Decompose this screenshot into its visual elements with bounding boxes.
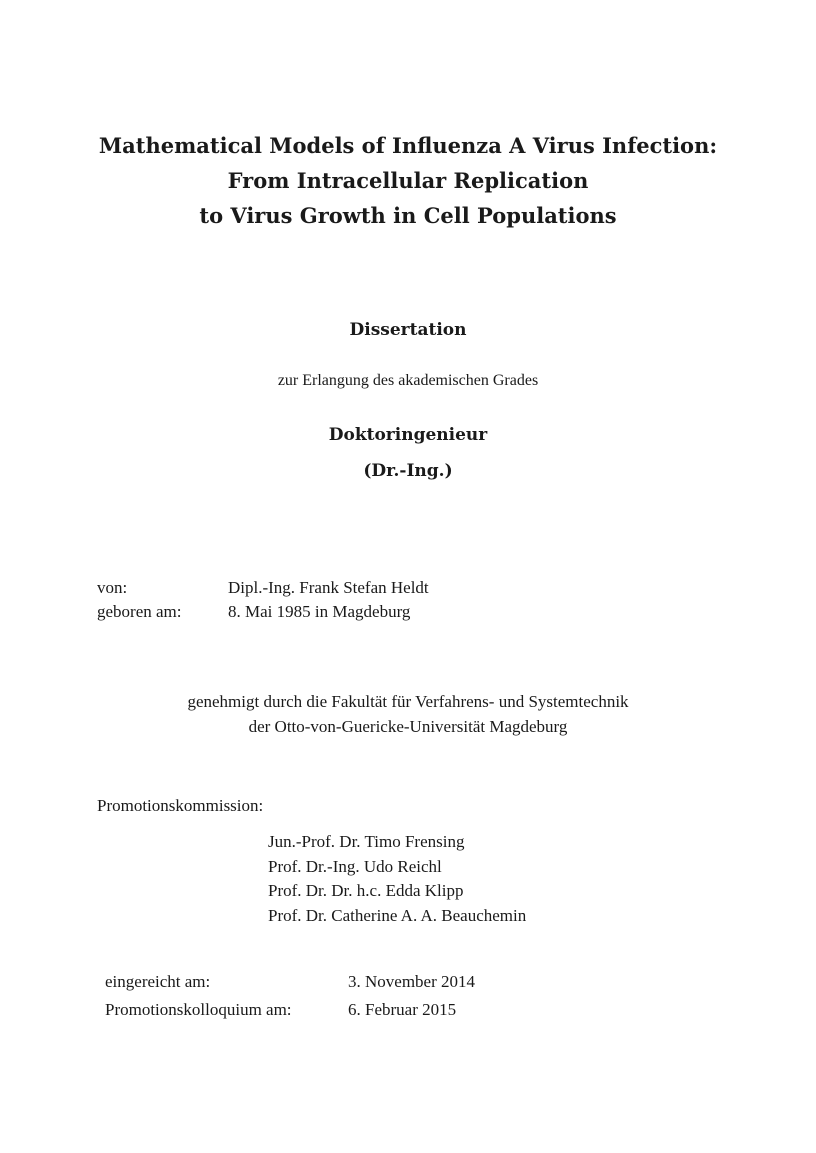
committee-member: Prof. Dr. Catherine A. A. Beauchemin [268,905,527,925]
approval-statement [0,689,816,739]
dates-table [105,968,475,1024]
submitted-label: eingereicht am: [105,972,211,991]
thesis-title [0,128,816,233]
colloquium-row [105,996,475,1024]
author-info [97,576,429,624]
committee-label: Promotionskommission: [97,796,264,815]
author-name: Dipl.-Ing. Frank Stefan Heldt [228,578,429,597]
submitted-date: 3. November 2014 [348,972,476,991]
degree-abbreviation: (Dr.-Ing.) [363,461,453,481]
title-line-3: to Virus Growth in Cell Populations [199,203,617,228]
committee-member: Prof. Dr.-Ing. Udo Reichl [268,856,442,876]
colloquium-label: Promotionskolloquium am: [105,1000,292,1019]
birth-value: 8. Mai 1985 in Magdeburg [228,602,411,621]
committee-member: Jun.-Prof. Dr. Timo Frensing [268,832,465,851]
document-type: Dissertation [349,320,467,340]
birth-row [97,600,429,624]
author-row [97,576,429,600]
colloquium-date: 6. Februar 2015 [348,1000,457,1019]
approval-line-1: genehmigt durch die Fakultät für Verfahrens- und Systemtechnik [187,692,629,711]
title-line-1: Mathematical Models of Influenza A Virus Infection: [98,133,718,158]
degree: Doktoringenieur [328,425,488,445]
birth-label: geboren am: [97,602,182,621]
committee-member: Prof. Dr. Dr. h.c. Edda Klipp [268,881,464,900]
title-line-2: From Intracellular Replication [227,168,589,193]
approval-line-2: der Otto-von-Guericke-Universität Magdeburg [248,717,568,736]
committee-list [268,830,526,928]
author-label: von: [97,578,128,597]
purpose-text: zur Erlangung des akademischen Grades [277,372,539,389]
submitted-row [105,968,475,996]
